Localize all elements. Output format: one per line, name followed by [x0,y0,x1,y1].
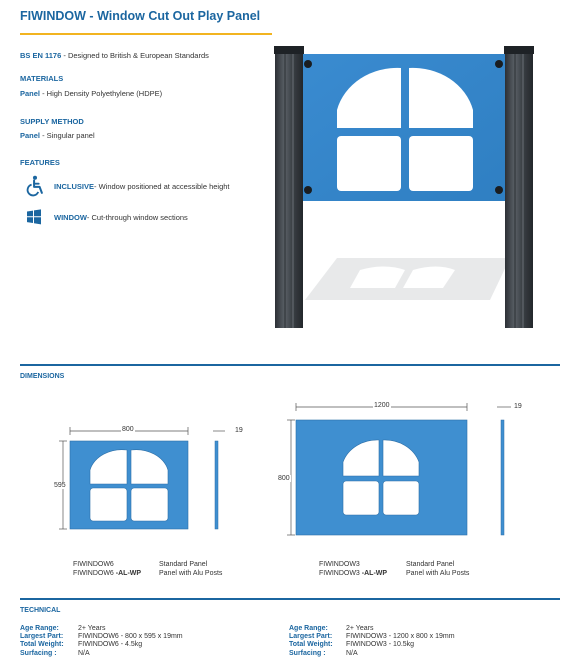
tech-right-age: 2+ Years [346,625,374,632]
blue-panel [303,54,505,201]
tech-right-weight: FIWINDOW3 - 10.5kg [346,641,415,649]
dimensions-heading: DIMENSIONS [20,373,65,380]
large-code-standard: FIWINDOW3 [319,561,360,568]
large-width-label: 1200 [374,402,390,409]
technical-left-values [78,625,183,658]
feature-inclusive-value: - Window positioned at accessible height [94,181,230,191]
left-post [274,46,304,328]
supply-key: Panel [20,131,41,140]
large-desc-standard: Standard Panel [406,561,455,568]
tech-left-largest: FIWINDOW6 - 800 x 595 x 19mm [78,633,183,641]
page-title: FIWINDOW - Window Cut Out Play Panel [20,9,261,23]
supply-value: - Singular panel [40,131,95,140]
feature-window [26,209,188,225]
standard-line [20,51,209,60]
large-depth-label: 19 [514,403,522,410]
standard-text: - Designed to British & European Standards [61,51,209,60]
tech-left-surfacing: N/A [78,649,90,657]
materials-heading: MATERIALS [20,74,64,83]
supply-line [20,131,95,140]
tech-label-weight-right: Total Weight: [289,641,333,649]
tech-label-surfacing-right: Surfacing : [289,649,326,657]
technical-divider [20,598,560,600]
small-desc-standard: Standard Panel [159,561,208,568]
small-code-alu [73,570,141,577]
small-depth-label: 19 [235,427,243,434]
tech-right-surfacing: N/A [346,649,358,657]
product-render [265,38,555,338]
large-desc-alu: Panel with Alu Posts [406,570,470,577]
large-code-alu-base: FIWINDOW3 [319,570,362,577]
technical-right-labels [289,625,333,658]
panel-shadow [305,258,510,300]
small-code-alu-suffix: -AL-WP [115,570,142,577]
technical-right-values [346,625,455,658]
large-height-label: 800 [278,475,290,482]
title-underline [20,33,272,35]
tech-label-age: Age Range: [20,625,59,632]
technical-left-labels [20,625,64,658]
feature-inclusive [24,175,230,197]
window-icon [26,209,42,225]
large-panel-drawing [285,398,525,548]
tech-left-weight: FIWINDOW6 - 4.5kg [78,641,143,649]
right-post [504,46,534,328]
tech-label-largest: Largest Part: [20,633,64,641]
large-code-alu [319,570,387,577]
feature-window-value: - Cut-through window sections [86,212,188,222]
materials-key: Panel [20,89,41,98]
tech-right-largest: FIWINDOW3 - 1200 x 800 x 19mm [346,633,455,641]
tech-label-weight: Total Weight: [20,641,64,649]
tech-label-surfacing: Surfacing : [20,649,57,657]
large-code-alu-suffix: -AL-WP [361,570,388,577]
small-panel-drawing [55,422,255,532]
feature-inclusive-key: INCLUSIVE [54,181,95,191]
wheelchair-icon [24,175,46,197]
tech-label-largest-right: Largest Part: [289,633,333,641]
supply-heading: SUPPLY METHOD [20,117,84,126]
tech-left-age: 2+ Years [78,625,106,632]
small-height-label: 595 [54,482,66,489]
small-desc-alu: Panel with Alu Posts [159,570,223,577]
small-code-standard: FIWINDOW6 [73,561,114,568]
feature-window-key: WINDOW [54,212,87,222]
tech-label-age-right: Age Range: [289,625,328,632]
materials-line [20,89,162,98]
small-code-alu-base: FIWINDOW6 [73,570,116,577]
small-width-label: 800 [122,426,134,433]
materials-value: - High Density Polyethylene (HDPE) [40,89,163,98]
features-heading: FEATURES [20,158,60,167]
dimensions-divider [20,364,560,366]
standard-code: BS EN 1176 [20,51,62,60]
technical-heading: TECHNICAL [20,607,61,614]
